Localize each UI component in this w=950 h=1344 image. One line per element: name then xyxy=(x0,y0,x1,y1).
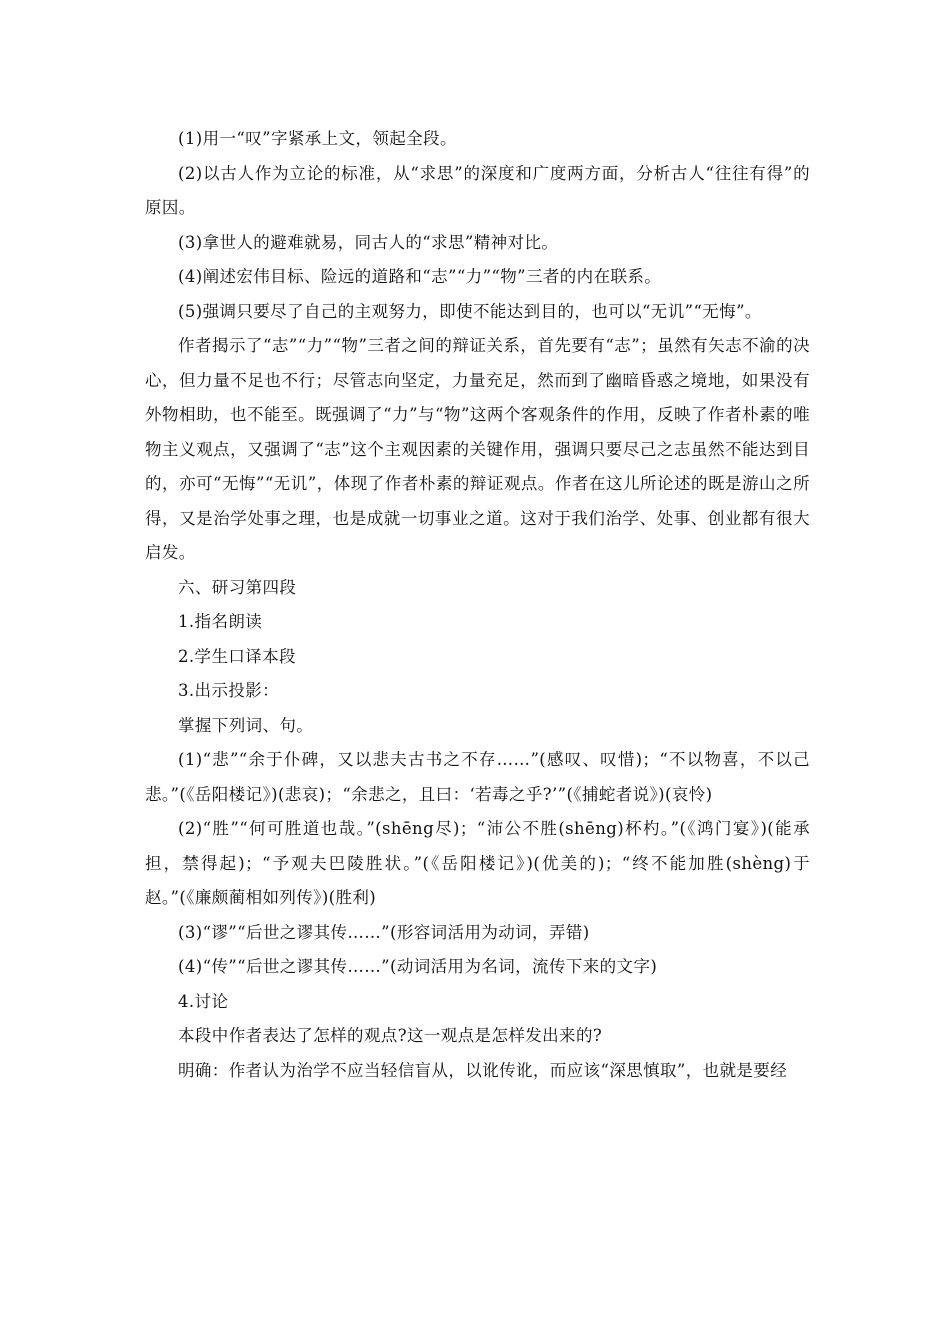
discussion-answer: 明确：作者认为治学不应当轻信盲从，以讹传讹，而应该“深思慎取”，也就是要经 xyxy=(178,1060,788,1080)
step-3: 3.出示投影： xyxy=(178,681,280,700)
paragraph-point-5: (5)强调只要尽了自己的主观努力，即使不能达到目的，也可以“无讥”“无悔”。 xyxy=(178,301,762,321)
discussion-question: 本段中作者表达了怎样的观点?这一观点是怎样发出来的? xyxy=(178,1026,603,1045)
step-2: 2.学生口译本段 xyxy=(178,646,296,666)
paragraph-point-4: (4)阐述宏伟目标、险远的道路和“志”“力”“物”三者的内在联系。 xyxy=(178,267,662,286)
document-body xyxy=(145,122,810,1088)
paragraph-point-1: (1)用一“叹”字紧承上文，领起全段。 xyxy=(178,129,457,148)
vocab-item-1: (1)“悲”“余于仆碑，又以悲夫古书之不存……”(感叹、叹惜)；“不以物喜，不以己悲。”(《岳阳楼记》)(悲哀)；“余悲之，且曰：‘若毒之乎?’”(《捕蛇者说》)(哀怜) xyxy=(145,750,810,804)
paragraph-point-2: (2)以古人作为立论的标准，从“求思”的深度和广度两方面，分析古人“往往有得”的原因。 xyxy=(145,163,810,217)
instruction-line: 掌握下列词、句。 xyxy=(178,715,314,735)
paragraph-point-3: (3)拿世人的避难就易，同古人的“求思”精神对比。 xyxy=(178,232,559,252)
step-4: 4.讨论 xyxy=(178,991,229,1011)
section-heading-6: 六、研习第四段 xyxy=(178,577,297,597)
vocab-item-2: (2)“胜”“何可胜道也哉。”(shēng尽)；“沛公不胜(shēng)杯杓。”(《鸿门宴》)(能承担，禁得起)；“予观夫巴陵胜状。”(《岳阳楼记》)(优美的)；“终不能加胜(shèng)于赵。”(《廉颇蔺相如列传》)(胜利) xyxy=(145,819,810,907)
paragraph-analysis: 作者揭示了“志”“力”“物”三者之间的辩证关系，首先要有“志”；虽然有矢志不渝的决心，但力量不足也不行；尽管志向坚定，力量充足，然而到了幽暗昏惑之境地，如果没有外物相助，也不能至。既强调了“力”与“物”这两个客观条件的作用，反映了作者朴素的唯物主义观点，又强调了“志”这个主观因素的关键作用，强调只要尽己之志虽然不能达到目的，亦可“无悔”“无讥”，体现了作者朴素的辩证观点。作者在这儿所论述的既是游山之所得，又是治学处事之理，也是成就一切事业之道。这对于我们治学、处事、创业都有很大启发。 xyxy=(145,336,810,562)
vocab-item-3: (3)“谬”“后世之谬其传……”(形容词活用为动词，弄错) xyxy=(178,922,590,942)
vocab-item-4: (4)“传”“后世之谬其传……”(动词活用为名词，流传下来的文字) xyxy=(178,957,658,976)
step-1: 1.指名朗读 xyxy=(178,612,263,631)
